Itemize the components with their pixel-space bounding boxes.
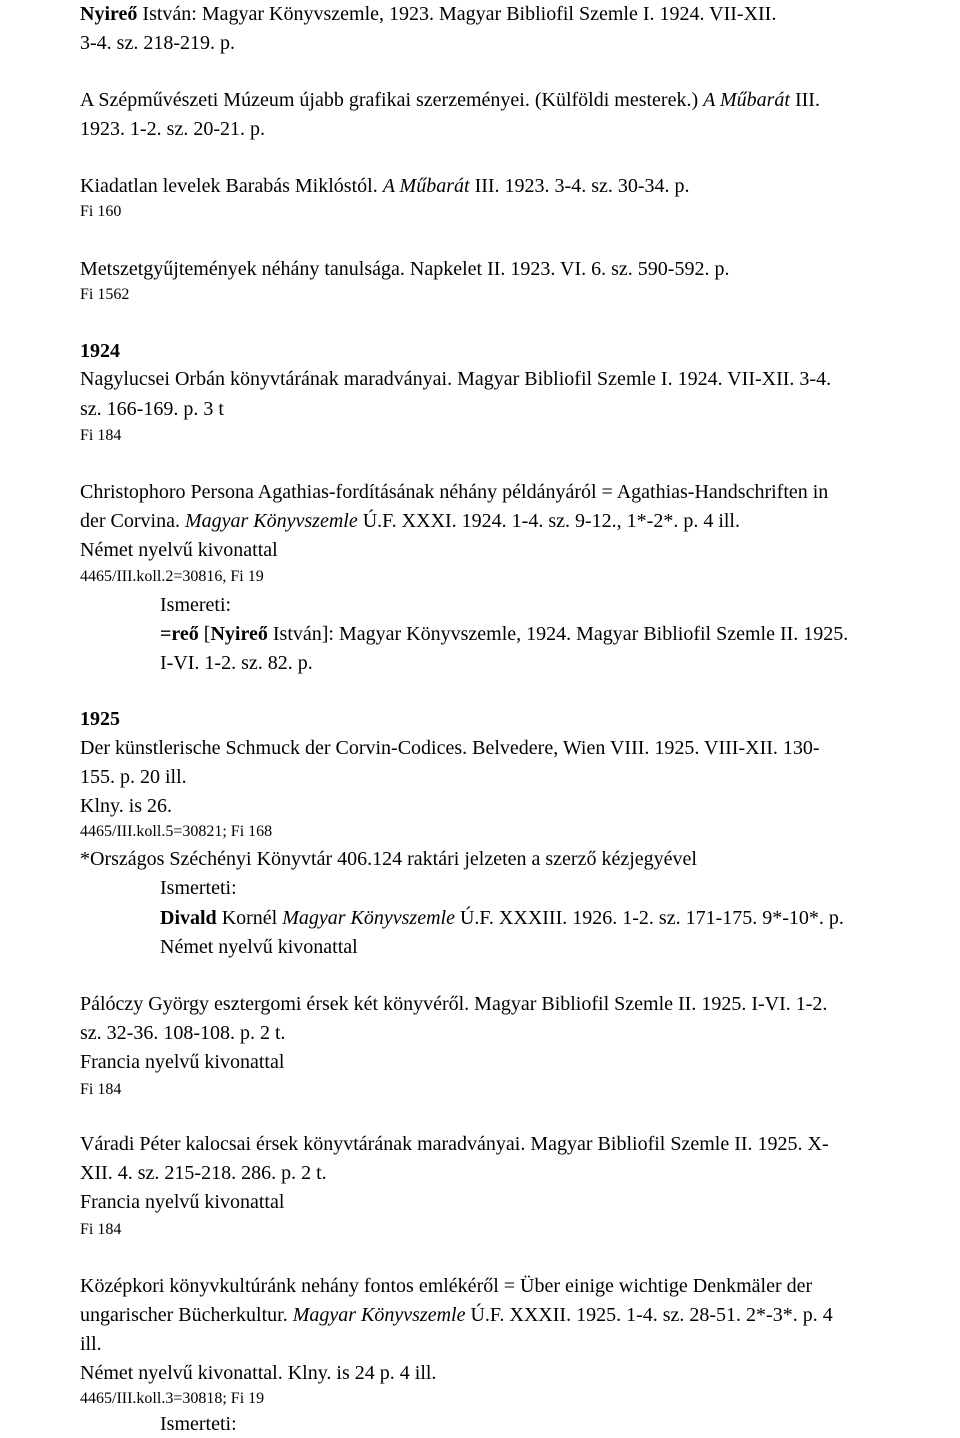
- entry-line: Klny. is 26.: [80, 795, 173, 817]
- entry-line: Középkori könyvkultúránk nehány fontos emlékéről = Über einige wichtige Denkmäler der: [80, 1275, 813, 1297]
- entry-line: Német nyelvű kivonattal. Klny. is 24 p. 4 ill.: [80, 1362, 437, 1384]
- journal-title: A Műbarát: [382, 175, 470, 197]
- entry-line: ill.: [80, 1333, 102, 1355]
- entry-line: Francia nyelvű kivonattal: [80, 1051, 285, 1073]
- review-label: Ismereti:: [160, 594, 232, 616]
- journal-title: Magyar Könyvszemle: [282, 907, 455, 929]
- shelf-code: Fi 184: [80, 427, 122, 444]
- entry-line: A Szépművészeti Múzeum újabb grafikai szerzeményei. (Külföldi mesterek.) A Műbarát III.: [80, 89, 820, 111]
- entry-line: sz. 32-36. 108-108. p. 2 t.: [80, 1022, 286, 1044]
- shelf-code: Fi 1562: [80, 286, 130, 303]
- entry-line: Christophoro Persona Agathias-fordításának néhány példányáról = Agathias-Handschriften in: [80, 481, 829, 503]
- entry-line: Kiadatlan levelek Barabás Miklóstól. A Műbarát III. 1923. 3-4. sz. 30-34. p.: [80, 175, 690, 197]
- entry-line: XII. 4. sz. 215-218. 286. p. 2 t.: [80, 1162, 327, 1184]
- entry-line: der Corvina. Magyar Könyvszemle Ú.F. XXXI. 1924. 1-4. sz. 9-12., 1*-2*. p. 4 ill.: [80, 510, 740, 532]
- journal-title: Magyar Könyvszemle: [184, 510, 358, 532]
- entry-line: Metszetgyűjtemények néhány tanulsága. Napkelet II. 1923. VI. 6. sz. 590-592. p.: [80, 258, 730, 280]
- entry-line: Nagylucsei Orbán könyvtárának maradványai. Magyar Bibliofil Szemle I. 1924. VII-XII. 3-4.: [80, 368, 832, 390]
- review-line: Német nyelvű kivonattal: [160, 936, 358, 958]
- shelf-code: Fi 160: [80, 203, 122, 220]
- entry-line: 155. p. 20 ill.: [80, 766, 187, 788]
- author-name: Divald: [160, 907, 217, 929]
- review-label: Ismerteti:: [160, 877, 237, 899]
- review-line: =reő [Nyireő István]: Magyar Könyvszemle, 1924. Magyar Bibliofil Szemle II. 1925.: [160, 623, 849, 645]
- year-heading: 1925: [80, 708, 120, 730]
- entry-line: Váradi Péter kalocsai érsek könyvtárának maradványai. Magyar Bibliofil Szemle II. 1925. X-: [80, 1133, 829, 1155]
- shelf-code: 4465/III.koll.5=30821; Fi 168: [80, 823, 273, 840]
- shelf-code: Fi 184: [80, 1081, 122, 1098]
- shelf-code: Fi 184: [80, 1221, 122, 1238]
- year-heading: 1924: [80, 340, 120, 362]
- entry-line: 1923. 1-2. sz. 20-21. p.: [80, 118, 265, 140]
- review-line: Divald Kornél Magyar Könyvszemle Ú.F. XXXIII. 1926. 1-2. sz. 171-175. 9*-10*. p.: [160, 907, 844, 929]
- entry-line: sz. 166-169. p. 3 t: [80, 398, 224, 420]
- journal-title: A Műbarát: [703, 89, 790, 111]
- author-name: =reő: [160, 623, 199, 645]
- entry-line: *Országos Széchényi Könyvtár 406.124 raktári jelzeten a szerző kézjegyével: [80, 848, 697, 870]
- entry-line: Német nyelvű kivonattal: [80, 539, 278, 561]
- entry-line: Der künstlerische Schmuck der Corvin-Codices. Belvedere, Wien VIII. 1925. VIII-XII. 130-: [80, 737, 820, 759]
- shelf-code: 4465/III.koll.2=30816, Fi 19: [80, 568, 264, 585]
- author-name: Nyireő: [210, 623, 268, 645]
- entry-line: Pálóczy György esztergomi érsek két könyvéről. Magyar Bibliofil Szemle II. 1925. I-VI. 1-2.: [80, 993, 828, 1015]
- bibliography-page: [80, 0, 960, 1438]
- entry-line: ungarischer Bücherkultur. Magyar Könyvszemle Ú.F. XXXII. 1925. 1-4. sz. 28-51. 2*-3*. p. 4: [80, 1304, 833, 1326]
- author-name: Nyireő: [80, 3, 138, 25]
- journal-title: Magyar Könyvszemle: [292, 1304, 466, 1326]
- entry-line: 3-4. sz. 218-219. p.: [80, 32, 235, 54]
- entry-line: Nyireő István: Magyar Könyvszemle, 1923. Magyar Bibliofil Szemle I. 1924. VII-XII.: [80, 3, 777, 25]
- review-line: I-VI. 1-2. sz. 82. p.: [160, 652, 313, 674]
- entry-line: Francia nyelvű kivonattal: [80, 1191, 285, 1213]
- shelf-code: 4465/III.koll.3=30818; Fi 19: [80, 1390, 265, 1407]
- review-label: Ismerteti:: [160, 1413, 237, 1435]
